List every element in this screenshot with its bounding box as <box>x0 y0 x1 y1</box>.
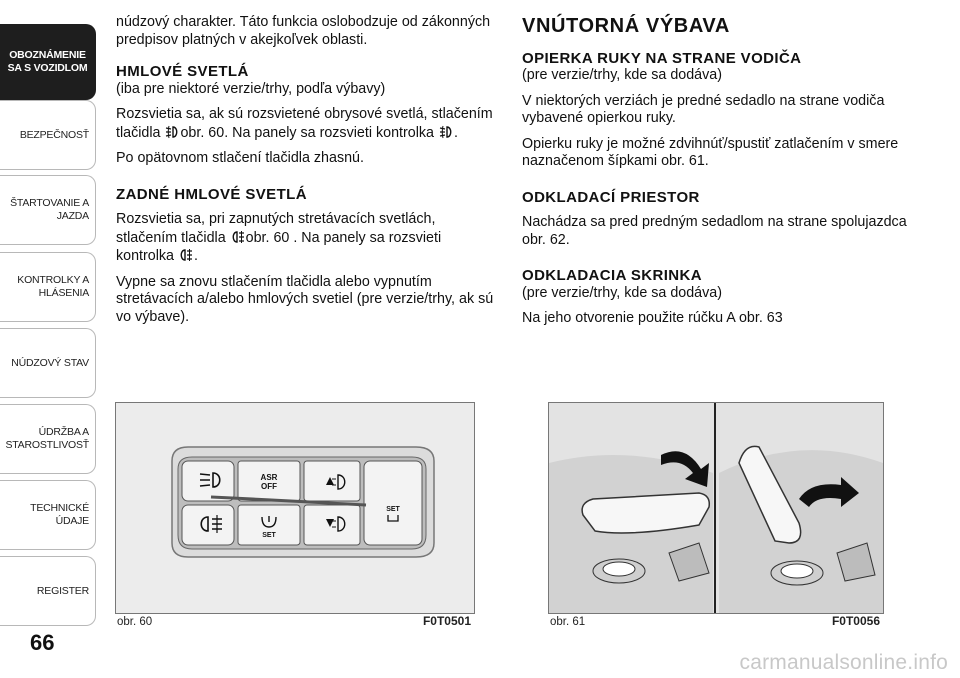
switch-panel-image <box>115 402 475 614</box>
armrest-heading: OPIERKA RUKY NA STRANE VODIČA <box>522 49 802 67</box>
tab-bezpecnost[interactable] <box>0 100 96 170</box>
armrest-drawing <box>549 403 883 613</box>
tab-kontrolky[interactable] <box>0 252 96 322</box>
tab-label: SA S VOZIDLOM <box>7 62 88 74</box>
fog-lights-paragraph-2: Po opätovnom stlačení tlačidla zhasnú. <box>116 150 364 166</box>
rear-fog-light-icon <box>230 229 246 245</box>
tab-label: ŠTARTOVANIE A <box>10 197 89 209</box>
right-column <box>522 14 907 336</box>
figure-61-code: F0T0056 <box>831 614 880 628</box>
asr-off-label: OFF <box>261 482 277 491</box>
storage-paragraph: Nachádza sa pred predným sedadlom na strane spolujazdca obr. 62. <box>522 214 907 248</box>
tab-label: HLÁSENIA <box>38 287 89 299</box>
page-number: 66 <box>30 630 55 655</box>
tab-label: REGISTER <box>36 584 89 597</box>
rear-fog-heading: ZADNÉ HMLOVÉ SVETLÁ <box>116 185 307 203</box>
figure-60 <box>115 402 475 632</box>
tab-oboznamenie[interactable] <box>0 24 96 100</box>
rear-fog-warning-light-icon <box>178 247 194 263</box>
glovebox-paragraph: Na jeho otvorenie použite rúčku A obr. 63 <box>522 310 783 326</box>
set-label-2: SET <box>386 506 400 513</box>
tab-technicke-udaje[interactable] <box>0 480 96 550</box>
switch-panel-drawing <box>116 403 474 613</box>
rear-fog-paragraph-2: Vypne sa znovu stlačením tlačidla alebo vypnutím stretávacích a/alebo hmlových svetiel (pre verzie/trhy, ak sú vo výbave). <box>116 273 494 325</box>
intro-paragraph: núdzový charakter. Táto funkcia oslobodzuje od zákonných predpisov platných v akejkoľvek oblasti. <box>116 14 491 48</box>
armrest-image <box>548 402 884 614</box>
front-fog-light-icon <box>164 124 180 140</box>
fog-lights-subtitle: (iba pre niektoré verzie/trhy, podľa výbavy) <box>116 80 386 97</box>
tab-label: ÚDRŽBA A <box>38 426 89 438</box>
rear-fog-paragraph-1: Rozsvietia sa, pri zapnutých stretávacích svetlách, stlačením tlačidla obr. 60 . Na panely sa rozsvieti kontrolka . <box>116 211 442 264</box>
figure-60-caption: obr. 60 <box>117 616 153 628</box>
tab-startovanie[interactable] <box>0 175 96 245</box>
fog-lights-heading: HMLOVÉ SVETLÁ <box>116 63 249 80</box>
figure-61-caption: obr. 61 <box>550 616 586 628</box>
front-fog-warning-light-icon <box>438 124 454 140</box>
tab-label: JAZDA <box>56 210 89 222</box>
tab-nudzovy-stav[interactable] <box>0 328 96 398</box>
asr-label: ASR <box>260 473 278 482</box>
tab-udrzba[interactable] <box>0 404 96 474</box>
fog-lights-paragraph-1: Rozsvietia sa, ak sú rozsvietené obrysové svetlá, stlačením tlačidla obr. 60. Na panely sa rozsvieti kontrolka . <box>116 106 493 141</box>
figure-61 <box>548 402 884 632</box>
tab-register[interactable] <box>0 556 96 626</box>
tab-label: BEZPEČNOSŤ <box>19 128 89 141</box>
figure-60-code: F0T0501 <box>422 614 471 628</box>
watermark: carmanualsonline.info <box>739 651 948 674</box>
tab-label: STAROSTLIVOSŤ <box>5 439 89 451</box>
armrest-paragraph-1: V niektorých verziách je predné sedadlo na strane vodiča vybavené opierkou ruky. <box>522 92 885 126</box>
tab-label: OBOZNÁMENIE <box>9 49 86 61</box>
storage-heading: ODKLADACÍ PRIESTOR <box>522 188 700 206</box>
armrest-paragraph-2: Opierku ruky je možné zdvihnúť/spustiť zatlačením v smere naznačenom šípkami obr. 61. <box>522 135 899 169</box>
interior-equipment-heading: VNÚTORNÁ VÝBAVA <box>522 15 730 37</box>
glovebox-subtitle: (pre verzie/trhy, kde sa dodáva) <box>522 284 722 301</box>
set-label-1: SET <box>262 532 276 539</box>
tab-label: NÚDZOVÝ STAV <box>11 356 89 369</box>
tab-label: TECHNICKÉ ÚDAJE <box>30 502 89 527</box>
left-column <box>116 14 496 334</box>
tab-label: KONTROLKY A <box>17 274 89 286</box>
glovebox-heading: ODKLADACIA SKRINKA <box>522 267 702 284</box>
armrest-subtitle: (pre verzie/trhy, kde sa dodáva) <box>522 67 722 83</box>
